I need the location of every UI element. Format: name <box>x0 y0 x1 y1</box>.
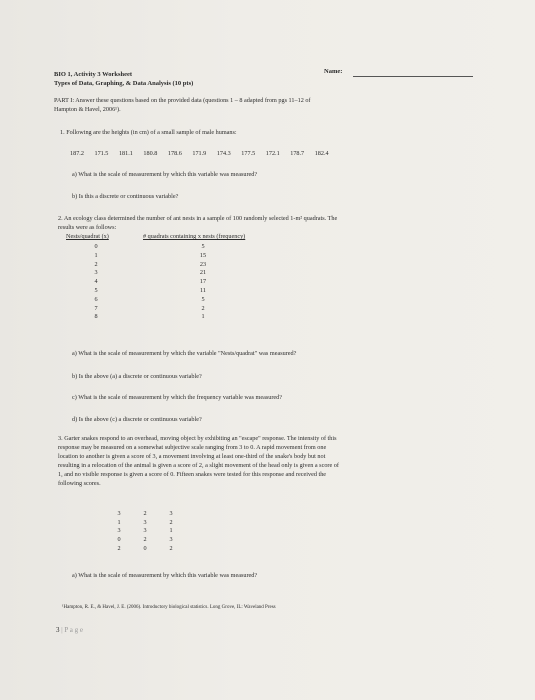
score-cell: 2 <box>117 544 121 552</box>
table-cell-x: 6 <box>94 295 98 303</box>
q3-scores-table <box>106 510 184 554</box>
part1-line2: Hampton & Havel, 2006¹). <box>54 106 121 113</box>
score-cell: 3 <box>117 527 121 535</box>
score-cell: 3 <box>143 527 147 535</box>
q2d-question: d) Is the above (c) a discrete or continuous variable? <box>72 416 202 423</box>
table-cell-x: 3 <box>94 269 98 277</box>
name-blank-line <box>353 76 473 77</box>
table-cell-x: 7 <box>94 304 98 312</box>
height-value: 187.2 <box>70 150 84 157</box>
part1-line1: PART I: Answer these questions based on the provided data (questions 1 – 8 adapted from pgs 11–12 of <box>54 97 311 104</box>
score-cell: 2 <box>143 510 147 517</box>
table-cell-frequency: 21 <box>199 269 207 277</box>
score-cell: 1 <box>169 527 173 535</box>
q1a-question: a) What is the scale of measurement by which this variable was measured? <box>72 171 258 178</box>
height-value: 178.7 <box>290 150 305 157</box>
q2a-question: a) What is the scale of measurement by which the variable "Nests/quadrat" was measured? <box>72 350 297 357</box>
q1-heights <box>70 150 338 158</box>
table-cell-x: 5 <box>94 286 98 294</box>
table-cell-frequency: 5 <box>201 295 205 303</box>
score-cell: 2 <box>169 544 173 552</box>
q1b-question: b) Is this a discrete or continuous variable? <box>72 193 179 200</box>
table-cell-frequency: 15 <box>199 251 207 259</box>
table-cell-x: 4 <box>94 278 98 286</box>
height-value: 180.8 <box>143 150 158 157</box>
score-cell: 3 <box>117 510 121 517</box>
table-cell-frequency: 2 <box>201 304 205 312</box>
table-cell-frequency: 1 <box>201 313 205 321</box>
worksheet-title: BIO 1, Activity 3 Worksheet <box>54 71 133 78</box>
q3-line: response may be measured on a somewhat subjective scale ranging from 3 to 0. A rapid movement from one <box>58 443 327 451</box>
height-value: 174.3 <box>216 150 231 157</box>
score-cell: 0 <box>143 544 147 552</box>
height-value: 171.9 <box>192 150 207 157</box>
score-cell: 1 <box>117 518 121 526</box>
q2-col1-header: Nests/quadrat (x) <box>66 233 109 240</box>
q3-line: following scores. <box>58 479 101 487</box>
q2c-question: c) What is the scale of measurement by which the frequency variable was measured? <box>72 394 283 401</box>
table-cell-frequency: 17 <box>199 278 207 286</box>
page-number: 3 <box>56 626 60 634</box>
q3-line: resulting in a relocation of the animal is given a score of 2, a slight movement of the head only is given a score of <box>58 461 339 469</box>
score-cell: 0 <box>117 536 121 544</box>
score-cell: 2 <box>169 518 173 526</box>
height-value: 181.1 <box>118 150 133 157</box>
table-cell-frequency: 5 <box>201 243 205 250</box>
score-cell: 2 <box>143 536 147 544</box>
table-cell-x: 1 <box>94 251 98 259</box>
q3a-question: a) What is the scale of measurement by which this variable was measured? <box>72 572 258 579</box>
score-cell: 3 <box>169 510 173 517</box>
table-cell-x: 2 <box>94 260 98 268</box>
q1-prompt: 1. Following are the heights (in cm) of a small sample of male humans: <box>60 129 237 136</box>
height-value: 172.1 <box>265 150 280 157</box>
page-footer <box>56 626 83 634</box>
q3-line: location to another is given a score of 3, a movement involving at least one-third of the snake's body but not <box>58 452 326 460</box>
score-cell: 3 <box>143 518 147 526</box>
table-cell-frequency: 23 <box>199 260 207 268</box>
q3-paragraph <box>58 435 339 488</box>
q3-line: 1, and no visible response is given a score of 0. Fifteen snakes were tested for this response and received the <box>58 470 327 478</box>
q2-x-column <box>86 243 106 322</box>
q2-frequency-column <box>193 243 213 322</box>
q2-col2-header: # quadrats containing x nests (frequency) <box>143 233 246 240</box>
name-label: Name: <box>324 68 343 75</box>
q2-line1: 2. An ecology class determined the number of ant nests in a sample of 100 randomly selected 1-m² quadrats. The <box>58 215 338 222</box>
table-cell-frequency: 11 <box>200 286 206 294</box>
q2b-question: b) Is the above (a) a discrete or continuous variable? <box>72 373 202 380</box>
q2-line2: results were as follows: <box>58 224 117 231</box>
worksheet-subtitle: Types of Data, Graphing, & Data Analysis (10 pts) <box>54 80 194 87</box>
footnote-citation: ¹Hampton, R. E., & Havel, J. E. (2006). Introductory biological statistics. Long Grove, IL: Waveland Press <box>62 605 276 610</box>
height-value: 177.5 <box>241 150 256 157</box>
table-cell-x: 8 <box>94 313 98 321</box>
height-value: 182.4 <box>314 150 329 157</box>
height-value: 178.6 <box>167 150 182 157</box>
score-cell: 3 <box>169 536 173 544</box>
q3-line: 3. Garter snakes respond to an overhead, moving object by exhibiting an "escape" response. The intensity of this <box>58 435 337 442</box>
height-value: 171.5 <box>94 150 109 157</box>
table-cell-x: 0 <box>94 243 98 250</box>
page-label: | P a g e <box>61 626 83 634</box>
